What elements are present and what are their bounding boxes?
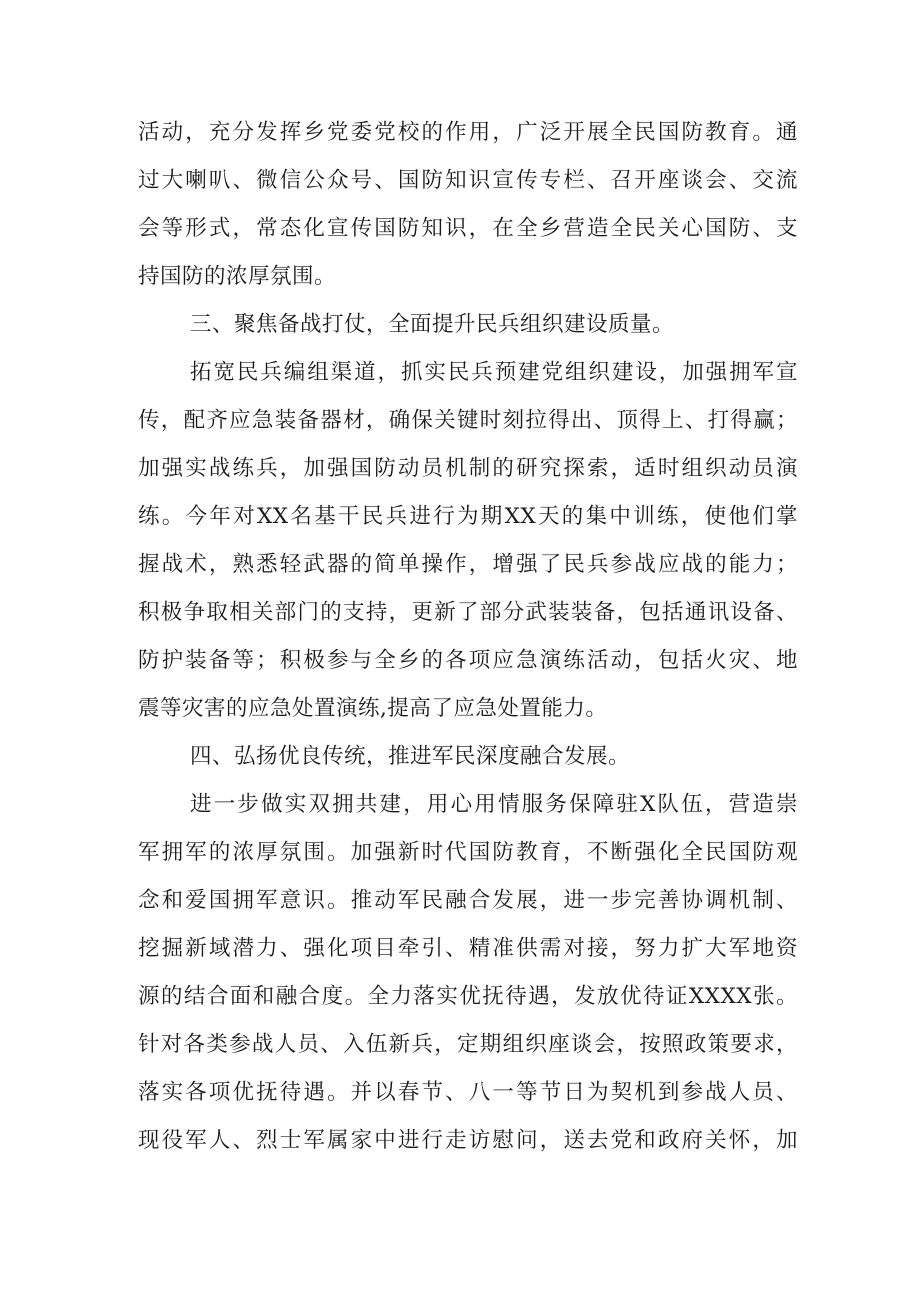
paragraph-2-line-6: 积极争取相关部门的支持，更新了部分武装装备，包括通讯设备、	[138, 600, 798, 625]
paragraph-2-line-5: 握战术，熟悉轻武器的简单操作，增强了民兵参战应战的能力；	[138, 552, 798, 577]
paragraph-1-line-1: 活动，充分发挥乡党委党校的作用，广泛开展全民国防教育。通	[138, 120, 798, 145]
paragraph-3-line-1: 进一步做实双拥共建，用心用情服务保障驻X队伍，营造崇	[190, 792, 798, 817]
paragraph-2-line-1: 拓宽民兵编组渠道，抓实民兵预建党组织建设，加强拥军宣	[190, 360, 798, 385]
paragraph-3-line-4: 挖掘新域潜力、强化项目牵引、精准供需对接，努力扩大军地资	[138, 936, 798, 961]
paragraph-3-line-6: 针对各类参战人员、入伍新兵，定期组织座谈会，按照政策要求，	[138, 1032, 798, 1057]
paragraph-3-line-8: 现役军人、烈士军属家中进行走访慰问，送去党和政府关怀，加	[138, 1128, 798, 1153]
paragraph-3-line-5: 源的结合面和融合度。全力落实优抚待遇，发放优待证XXXX张。	[138, 984, 798, 1009]
paragraph-1-line-4: 持国防的浓厚氛围。	[138, 264, 337, 289]
paragraph-2-line-4: 练。今年对XX名基干民兵进行为期XX天的集中训练，使他们掌	[138, 504, 798, 529]
paragraph-2-line-2: 传，配齐应急装备器材，确保关键时刻拉得出、顶得上、打得赢；	[138, 408, 798, 433]
paragraph-3-line-3: 念和爱国拥军意识。推动军民融合发展，进一步完善协调机制、	[138, 888, 798, 913]
section-heading-4: 四、弘扬优良传统，推进军民深度融合发展。	[190, 744, 631, 769]
paragraph-1-line-2: 过大喇叭、微信公众号、国防知识宣传专栏、召开座谈会、交流	[138, 168, 798, 193]
paragraph-1-line-3: 会等形式，常态化宣传国防知识，在全乡营造全民关心国防、支	[138, 216, 798, 241]
paragraph-2-line-7: 防护装备等；积极参与全乡的各项应急演练活动，包括火灾、地	[138, 648, 798, 673]
paragraph-3-line-7: 落实各项优抚待遇。并以春节、八一等节日为契机到参战人员、	[138, 1080, 798, 1105]
paragraph-2-line-3: 加强实战练兵，加强国防动员机制的研究探索，适时组织动员演	[138, 456, 798, 481]
paragraph-2-line-8: 震等灾害的应急处置演练,提高了应急处置能力。	[138, 696, 608, 721]
section-heading-3: 三、聚焦备战打仗，全面提升民兵组织建设质量。	[190, 312, 675, 337]
paragraph-3-line-2: 军拥军的浓厚氛围。加强新时代国防教育，不断强化全民国防观	[138, 840, 798, 865]
